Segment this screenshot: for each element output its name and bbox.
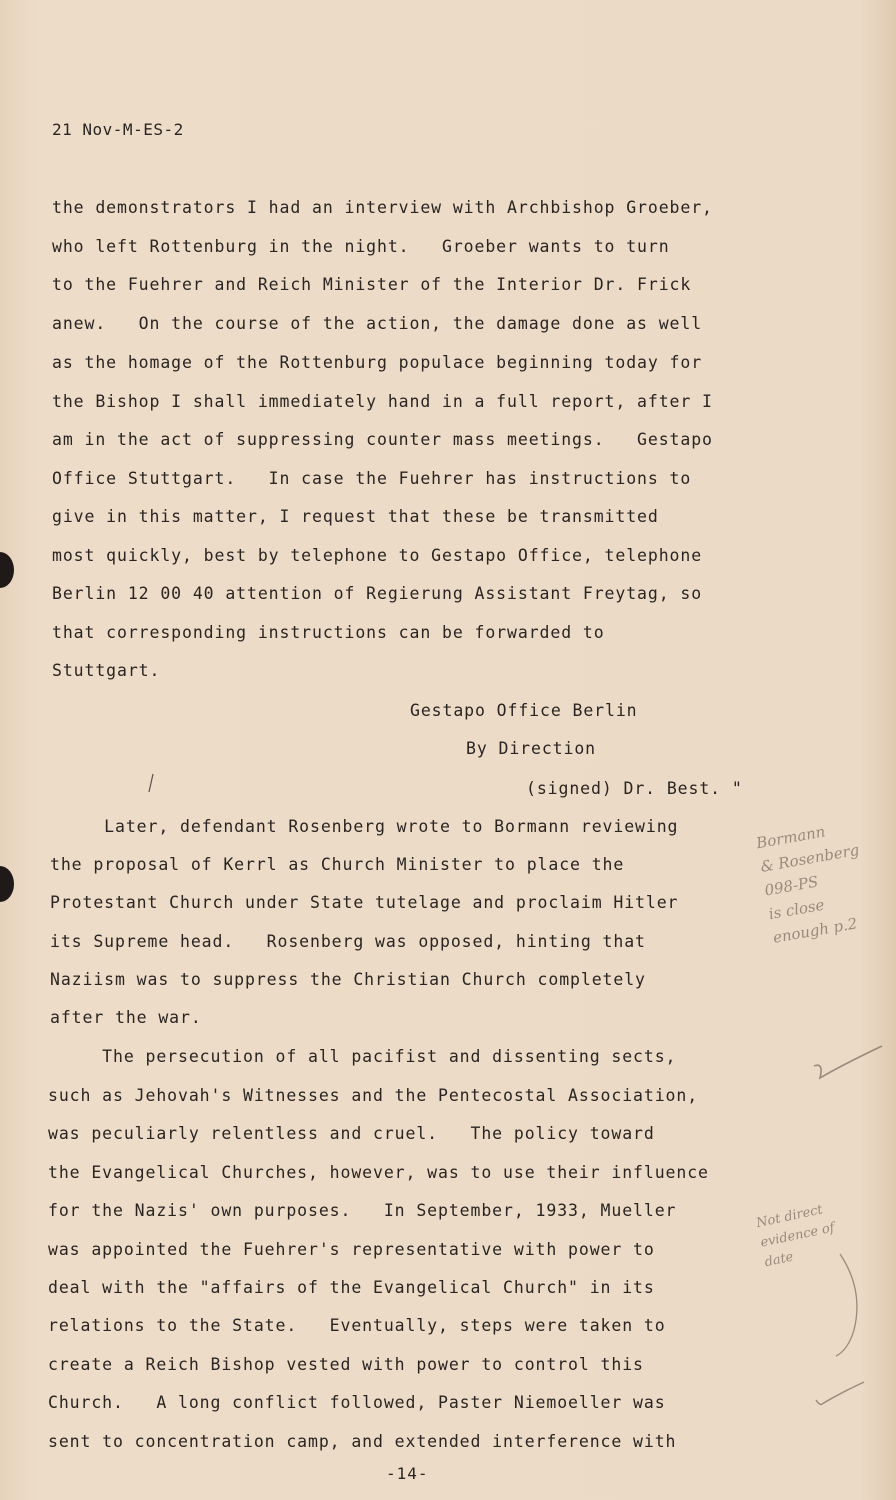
document-header: 21 Nov-M-ES-2 — [52, 120, 184, 139]
text-line: such as Jehovah's Witnesses and the Pentecostal Association, — [48, 1086, 699, 1105]
punch-hole — [0, 552, 14, 588]
text-line: anew. On the course of the action, the damage done as well — [52, 314, 703, 333]
text-line: give in this matter, I request that these be transmitted — [52, 507, 659, 526]
text-line: deal with the "affairs of the Evangelical Church" in its — [48, 1278, 655, 1297]
text-line: The persecution of all pacifist and dissenting sects, — [48, 1047, 677, 1066]
check-mark-icon — [812, 1376, 872, 1410]
text-line: was appointed the Fuehrer's representative with power to — [48, 1240, 655, 1259]
text-line: most quickly, best by telephone to Gestapo Office, telephone — [52, 546, 703, 565]
page-number: -14- — [386, 1464, 429, 1483]
text-line: sent to concentration camp, and extended interference with — [48, 1432, 677, 1451]
text-line: Berlin 12 00 40 attention of Regierung Assistant Freytag, so — [52, 584, 703, 603]
text-line: that corresponding instructions can be forwarded to — [52, 623, 605, 642]
text-line: as the homage of the Rottenburg populace beginning today for — [52, 353, 703, 372]
signature-signed: (signed) Dr. Best. " — [526, 779, 743, 798]
text-line: Stuttgart. — [52, 661, 161, 680]
text-line: Office Stuttgart. In case the Fuehrer has instructions to — [52, 469, 692, 488]
margin-note-evidence: Not direct evidence of date — [755, 1202, 836, 1271]
margin-note-bormann: Bormann & Rosenberg 098-PS is close enough p.2 — [754, 822, 861, 947]
text-line: the proposal of Kerrl as Church Minister to place the — [50, 855, 625, 874]
text-line: relations to the State. Eventually, steps were taken to — [48, 1316, 666, 1335]
text-line: for the Nazis' own purposes. In September, 1933, Mueller — [48, 1201, 677, 1220]
text-line: Protestant Church under State tutelage and proclaim Hitler — [50, 893, 679, 912]
text-line: was peculiarly relentless and cruel. The policy toward — [48, 1124, 655, 1143]
stray-mark-icon — [145, 772, 157, 796]
check-mark-icon — [810, 1040, 890, 1090]
text-line: am in the act of suppressing counter mass meetings. Gestapo — [52, 430, 713, 449]
text-line: the Bishop I shall immediately hand in a full report, after I — [52, 392, 713, 411]
text-line: the Evangelical Churches, however, was to use their influence — [48, 1163, 709, 1182]
text-line: Naziism was to suppress the Christian Church completely — [50, 970, 646, 989]
bracket-mark-icon — [830, 1250, 870, 1360]
text-line: who left Rottenburg in the night. Groeber wants to turn — [52, 237, 670, 256]
text-line: to the Fuehrer and Reich Minister of the Interior Dr. Frick — [52, 275, 692, 294]
text-line: its Supreme head. Rosenberg was opposed, hinting that — [50, 932, 646, 951]
punch-hole — [0, 866, 14, 902]
signature-office: Gestapo Office Berlin — [410, 701, 638, 720]
text-line: after the war. — [50, 1008, 202, 1027]
text-line: Later, defendant Rosenberg wrote to Bormann reviewing — [50, 817, 679, 836]
text-line: create a Reich Bishop vested with power to control this — [48, 1355, 644, 1374]
signature-direction: By Direction — [466, 739, 597, 758]
text-line: Church. A long conflict followed, Paster Niemoeller was — [48, 1393, 666, 1412]
text-line: the demonstrators I had an interview with Archbishop Groeber, — [52, 198, 713, 217]
